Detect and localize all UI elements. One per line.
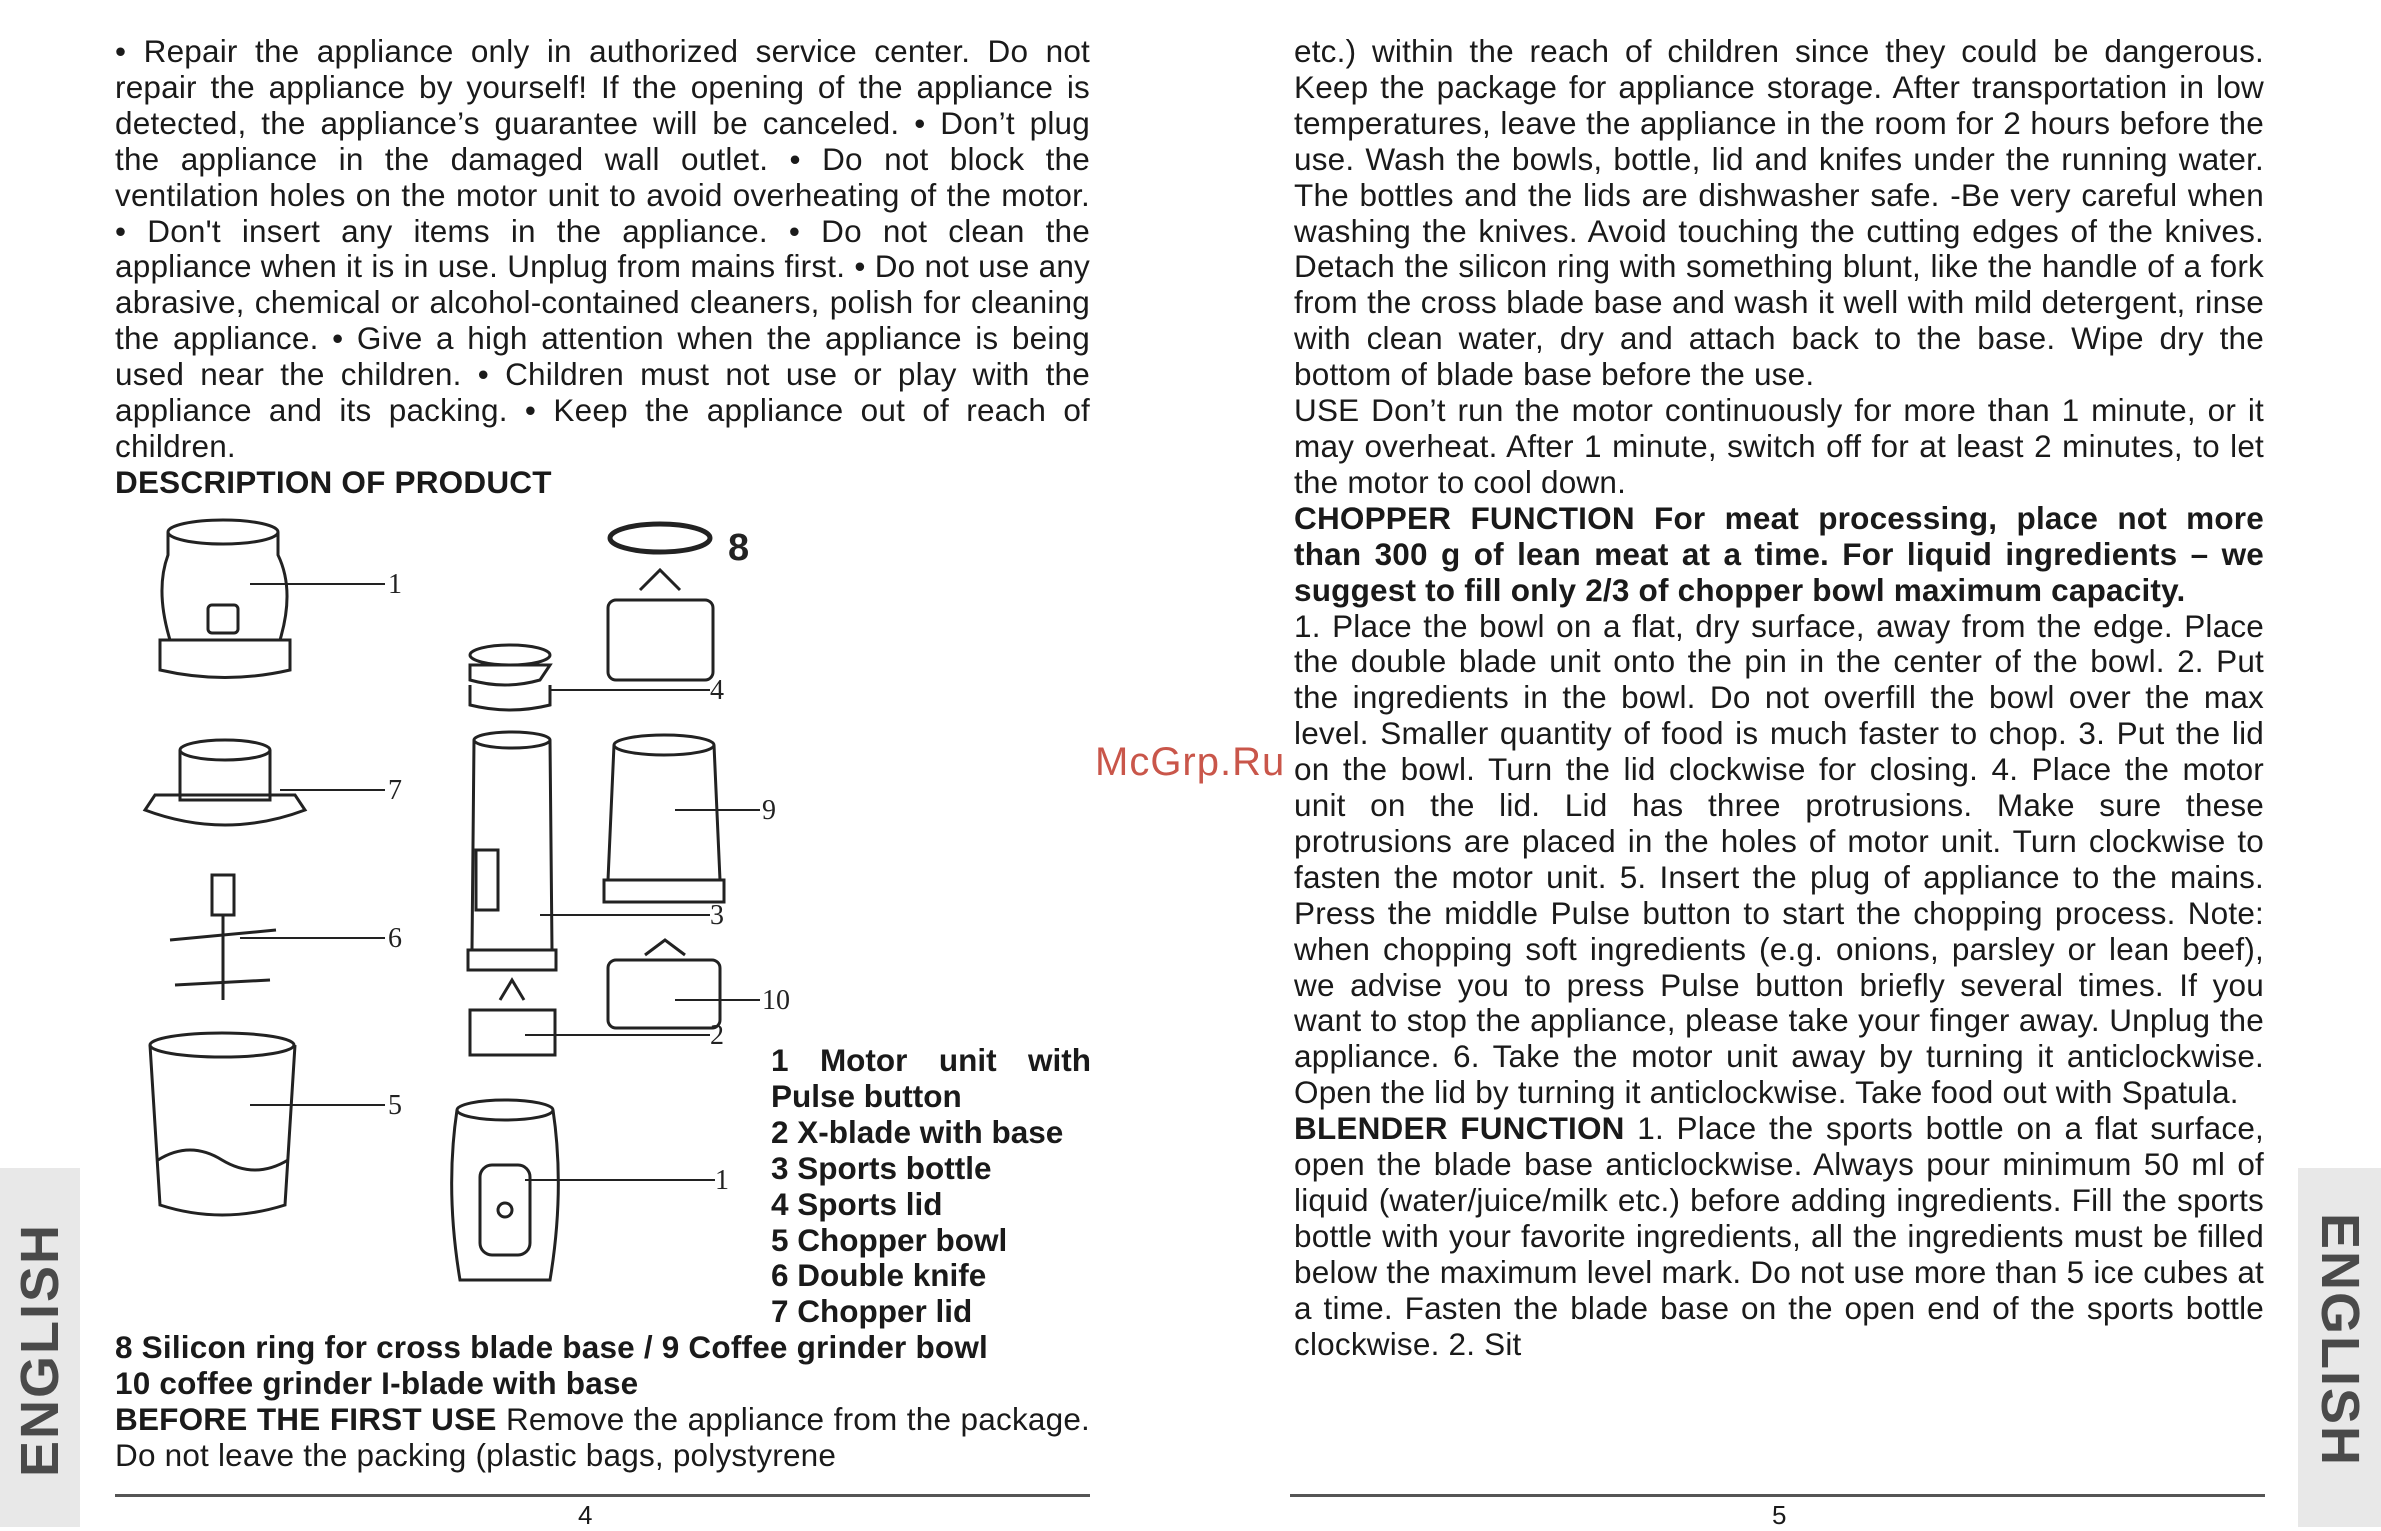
fig-label-9: 9 bbox=[762, 795, 776, 826]
chopper-text: 1. Place the bowl on a flat, dry surface, away from the edge. Place the double blade unit onto the pin in the center of the bowl. 2. Put the ingredients in the bowl. Do not overfill the bowl over the max level. Smaller quantity of food is much faster to chop. 3. Put the lid on the bowl. Turn the lid clockwise for closing. 4. Place the motor unit on the lid. Lid has three protrusions. Make sure these protrusions are placed in the holes of motor unit. Turn clockwise to fasten the motor unit. 5. Insert the plug of appliance to the mains. Press the middle Pulse button to start the chopping process. Note: when chopping soft ingredients (e.g. onions, parsley or lean beef), we advise you to press Pulse button briefly several times. If you want to stop the appliance, please take your finger away. Unplug the appliance. 6. Take the motor unit away by turning it anticlockwise. Open the lid by turning it anticlockwise. Take food out with Spatula. bbox=[1294, 607, 2264, 1111]
right-column bbox=[1294, 34, 2264, 1363]
left-page-number: 4 bbox=[578, 1500, 593, 1530]
fig-label-8: 8 bbox=[728, 527, 750, 569]
left-footer-rule bbox=[115, 1494, 1090, 1497]
part-3: 3 Sports bottle bbox=[771, 1149, 992, 1186]
cross-blade-base-drawing bbox=[608, 570, 713, 680]
part-4: 4 Sports lid bbox=[771, 1185, 943, 1222]
part-6: 6 Double knife bbox=[771, 1257, 987, 1294]
left-side-label: ENGLISH bbox=[10, 1222, 70, 1478]
motor-unit-drawing bbox=[160, 520, 290, 678]
right-page-number: 5 bbox=[1772, 1500, 1787, 1530]
first-use-paragraph: BEFORE THE FIRST USE Remove the appliance from the package. Do not leave the packing (plastic bags, polystyrene bbox=[115, 1400, 1091, 1473]
coffee-grinder-blade-drawing bbox=[608, 940, 720, 1028]
fig-label-3: 3 bbox=[710, 900, 724, 931]
sports-bottle-drawing bbox=[468, 732, 556, 970]
fig-label-1b: 1 bbox=[715, 1165, 729, 1196]
leader-lines bbox=[240, 584, 760, 1180]
x-blade-drawing bbox=[470, 980, 555, 1055]
first-use-heading: BEFORE THE FIRST USE bbox=[115, 1400, 497, 1437]
first-use-cont: etc.) within the reach of children since they could be dangerous. Keep the package for appliance storage. After transportation in low temperatures, leave the appliance in the room for 2 hours before the use. Wash the bowls, bottle, lid and knifes under the running water. The bottles and the lids are dishwasher safe. -Be very careful when washing the knives. Avoid touching the cutting edges of the knives. Detach the silicon ring with something blunt, like the handle of a fork from the cross blade base and wash it well with mild detergent, rinse with clean water, dry and attach back to the base. Wipe dry the bottom of blade base before the use. bbox=[1294, 33, 2264, 393]
part-2: 2 X-blade with base bbox=[771, 1113, 1064, 1150]
safety-paragraph: • Repair the appliance only in authorized service center. Do not repair the appliance by yourself! If the opening of the appliance is detected, the appliance’s guarantee will be canceled. • Don’t plug the appliance in the damaged wall outlet. • Do not block the ventilation holes on the motor unit to avoid overheating of the motor. • Don't insert any items in the appliance. • Do not clean the appliance when it is in use. Unplug from mains first. • Do not use any abrasive, chemical or alcohol-contained cleaners, polish for cleaning the appliance. • Give a high attention when the appliance is being used near the children. • Children must not use or play with the appliance and its packing. • Keep the appliance out of reach of children. DESCRIPTION OF PRODUCT bbox=[115, 33, 1090, 500]
part-1: 1 Motor unit with Pulse button bbox=[771, 1042, 1091, 1114]
fig-label-7: 7 bbox=[388, 775, 402, 806]
fig-label-6: 6 bbox=[388, 923, 402, 954]
fig-label-2: 2 bbox=[710, 1020, 724, 1051]
fig-label-5: 5 bbox=[388, 1090, 402, 1121]
parts-8-9: 8 Silicon ring for cross blade base / 9 Coffee grinder bowl bbox=[115, 1329, 988, 1365]
sports-lid-drawing bbox=[470, 645, 550, 710]
right-side-label: ENGLISH bbox=[2310, 1212, 2370, 1468]
use-paragraph: USE Don’t run the motor continuously for more than 1 minute, or it may overheat. After 1 minute, switch off for at least 2 minutes, to let the motor to cool down. bbox=[1294, 392, 2264, 500]
product-diagram-svg bbox=[130, 510, 790, 1330]
parts-cont-and-first-use bbox=[115, 1330, 1090, 1474]
part-7: 7 Chopper lid bbox=[771, 1293, 973, 1330]
chopper-lid-drawing bbox=[145, 740, 305, 825]
parts-10: 10 coffee grinder I-blade with base bbox=[115, 1364, 639, 1401]
blender-heading: BLENDER FUNCTION bbox=[1294, 1110, 1625, 1147]
fig-label-1: 1 bbox=[388, 569, 402, 600]
watermark: McGrp.Ru bbox=[1095, 740, 1286, 784]
product-diagram bbox=[130, 510, 790, 1330]
part-5: 5 Chopper bowl bbox=[771, 1221, 1008, 1258]
parts-list bbox=[771, 1043, 1091, 1330]
fig-label-4: 4 bbox=[710, 675, 724, 706]
chopper-heading: CHOPPER FUNCTION For meat processing, place not more than 300 g of lean meat at a time. For liquid ingredients – we suggest to fill only 2/3 of chopper bowl maximum capacity. bbox=[1294, 499, 2264, 608]
coffee-grinder-bowl-drawing bbox=[604, 735, 724, 902]
motor-unit-lower-drawing bbox=[452, 1100, 559, 1280]
silicon-ring-drawing bbox=[610, 524, 710, 552]
description-heading: DESCRIPTION OF PRODUCT bbox=[115, 463, 552, 500]
fig-label-10: 10 bbox=[762, 985, 790, 1016]
chopper-bowl-drawing bbox=[150, 1033, 295, 1215]
right-footer-rule bbox=[1290, 1494, 2265, 1497]
blender-paragraph: BLENDER FUNCTION 1. Place the sports bottle on a flat surface, open the blade base anticlockwise. Always pour minimum 50 ml of liquid (water/juice/milk etc.) before adding ingredients. Fill the sports bottle with your favorite ingredients, all the ingredients must be filled below the maximum level mark. Do not use more than 5 ice cubes at a time. Fasten the blade base on the open end of the sports bottle clockwise. 2. Sit bbox=[1294, 1110, 2264, 1362]
